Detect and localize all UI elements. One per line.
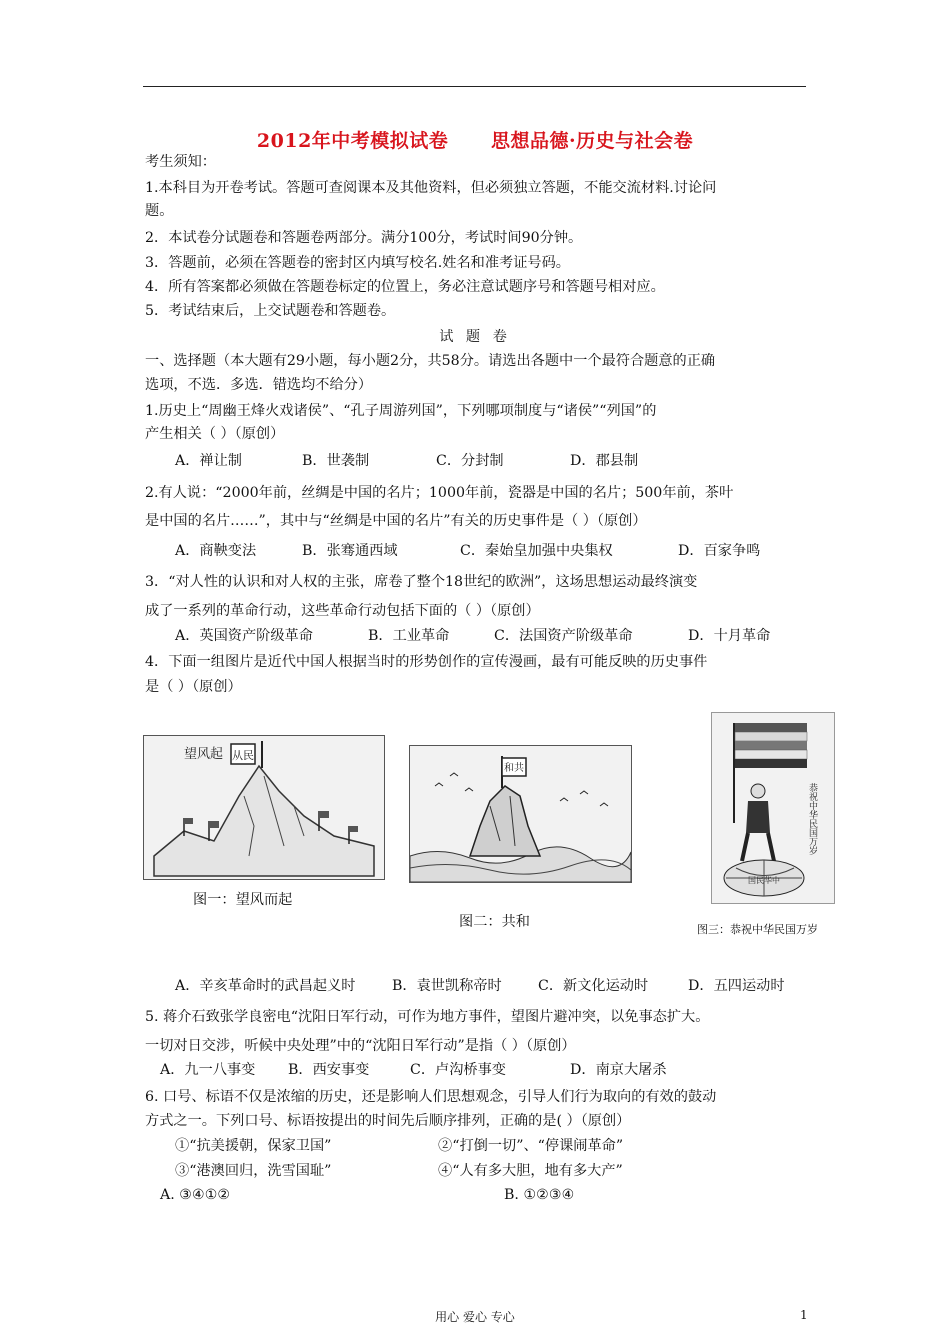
figure-1-caption: 图一：望风而起 bbox=[193, 892, 293, 908]
figure-2-flag-text: 和共 bbox=[504, 763, 524, 774]
page-footer: 用心 爱心 专心 bbox=[435, 1310, 515, 1324]
q6-item-4: ④“人有多大胆，地有多大产” bbox=[438, 1163, 623, 1179]
q2-option-c: C．秦始皇加强中央集权 bbox=[460, 543, 613, 559]
q1-option-c: C．分封制 bbox=[436, 453, 504, 469]
figure-1-flag-text: 从民 bbox=[232, 749, 254, 762]
notice-line: 1.本科目为开卷考试。答题可查阅课本及其他资料，但必须独立答题，不能交流材料.讨论问 bbox=[145, 180, 717, 196]
question-5-text: 一切对日交涉，听候中央处理”中的“沈阳日军行动”是指（ ）（原创） bbox=[145, 1038, 576, 1054]
q6-option-a: A. ③④①② bbox=[160, 1187, 231, 1203]
question-4-text: 是（ ）（原创） bbox=[145, 679, 242, 695]
figure-1-cartoon bbox=[143, 735, 385, 880]
notice-line: 3．答题前，必须在答题卷的密封区内填写校名.姓名和准考证号码。 bbox=[145, 255, 570, 271]
q2-option-d: D．百家争鸣 bbox=[678, 543, 761, 559]
q3-option-c: C．法国资产阶级革命 bbox=[494, 628, 633, 644]
q1-option-d: D．郡县制 bbox=[570, 453, 639, 469]
q1-option-b: B．世袭制 bbox=[302, 453, 370, 469]
question-5-text: 5. 蒋介石致张学良密电“沈阳日军行动，可作为地方事件，望图片避冲突，以免事态扩大。 bbox=[145, 1009, 710, 1025]
section-instructions: 选项，不选．多选．错选均不给分） bbox=[145, 377, 373, 393]
notice-line: 题。 bbox=[145, 203, 174, 219]
question-2-text: 是中国的名片……”，其中与“丝绸是中国的名片”有关的历史事件是（ ）（原创） bbox=[145, 513, 647, 529]
notice-line: 4．所有答案都必须做在答题卷标定的位置上，务必注意试题序号和答题号相对应。 bbox=[145, 279, 665, 295]
page-title: 2012年中考模拟试卷 思想品德·历史与社会卷 bbox=[256, 130, 694, 152]
question-1-text: 1.历史上“周幽王烽火戏诸侯”、“孔子周游列国”，下列哪项制度与“诸侯”“列国”的 bbox=[145, 403, 657, 419]
q4-option-d: D．五四运动时 bbox=[688, 978, 785, 994]
q3-option-b: B．工业革命 bbox=[368, 628, 450, 644]
notice-line: 2．本试卷分试题卷和答题卷两部分。满分100分，考试时间90分钟。 bbox=[145, 230, 583, 246]
page-number: 1 bbox=[800, 1308, 808, 1322]
section-title: 试 题 卷 bbox=[439, 329, 511, 345]
q1-option-a: A．禅让制 bbox=[175, 453, 242, 469]
q5-option-b: B．西安事变 bbox=[288, 1062, 370, 1078]
q6-item-2: ②“打倒一切”、“停课闹革命” bbox=[438, 1138, 624, 1154]
q4-option-b: B．袁世凯称帝时 bbox=[392, 978, 502, 994]
q6-item-3: ③“港澳回归，洗雪国耻” bbox=[175, 1163, 332, 1179]
figure-2-cartoon bbox=[409, 745, 632, 883]
q5-option-c: C．卢沟桥事变 bbox=[410, 1062, 506, 1078]
question-3-text: 3．“对人性的认识和对人权的主张，席卷了整个18世纪的欧洲”，这场思想运动最终演变 bbox=[145, 574, 698, 590]
q6-item-1: ①“抗美援朝，保家卫国” bbox=[175, 1138, 332, 1154]
figure-2-caption: 图二：共和 bbox=[459, 914, 530, 930]
figure-3-caption: 图三：恭祝中华民国万岁 bbox=[697, 923, 818, 936]
question-6-text: 6. 口号、标语不仅是浓缩的历史，还是影响人们思想观念，引导人们行为取向的有效的鼓动 bbox=[145, 1089, 717, 1105]
q2-option-a: A．商鞅变法 bbox=[175, 543, 257, 559]
section-instructions: 一、选择题（本大题有29小题，每小题2分，共58分。请选出各题中一个最符合题意的正确 bbox=[145, 353, 716, 369]
question-4-text: 4．下面一组图片是近代中国人根据当时的形势创作的宣传漫画，最有可能反映的历史事件 bbox=[145, 654, 708, 670]
q5-option-a: A．九一八事变 bbox=[160, 1062, 256, 1078]
question-2-text: 2.有人说：“2000年前，丝绸是中国的名片；1000年前，瓷器是中国的名片；500年前，茶叶 bbox=[145, 485, 734, 501]
q4-option-c: C．新文化运动时 bbox=[538, 978, 649, 994]
q2-option-b: B．张骞通西域 bbox=[302, 543, 398, 559]
q5-option-d: D．南京大屠杀 bbox=[570, 1062, 667, 1078]
q3-option-d: D．十月革命 bbox=[688, 628, 771, 644]
figure-3-side-text: 恭祝中华民国万岁 bbox=[807, 783, 817, 855]
question-3-text: 成了一系列的革命行动，这些革命行动包括下面的（ ）（原创） bbox=[145, 603, 540, 619]
question-6-text: 方式之一。下列口号、标语按提出的时间先后顺序排列，正确的是( ）（原创） bbox=[145, 1113, 631, 1129]
header-rule bbox=[143, 86, 806, 87]
figure-3-cartoon bbox=[711, 712, 835, 904]
q6-option-b: B. ①②③④ bbox=[504, 1187, 575, 1203]
figure-3-globe-text: 国民华中 bbox=[748, 876, 780, 885]
figure-1-side-text: 望风起 bbox=[184, 747, 224, 762]
notice-line: 5．考试结束后，上交试题卷和答题卷。 bbox=[145, 303, 396, 319]
q3-option-a: A．英国资产阶级革命 bbox=[175, 628, 313, 644]
notice-heading: 考生须知： bbox=[145, 154, 216, 170]
question-1-text: 产生相关（ ）（原创） bbox=[145, 426, 285, 442]
q4-option-a: A．辛亥革命时的武昌起义时 bbox=[175, 978, 356, 994]
